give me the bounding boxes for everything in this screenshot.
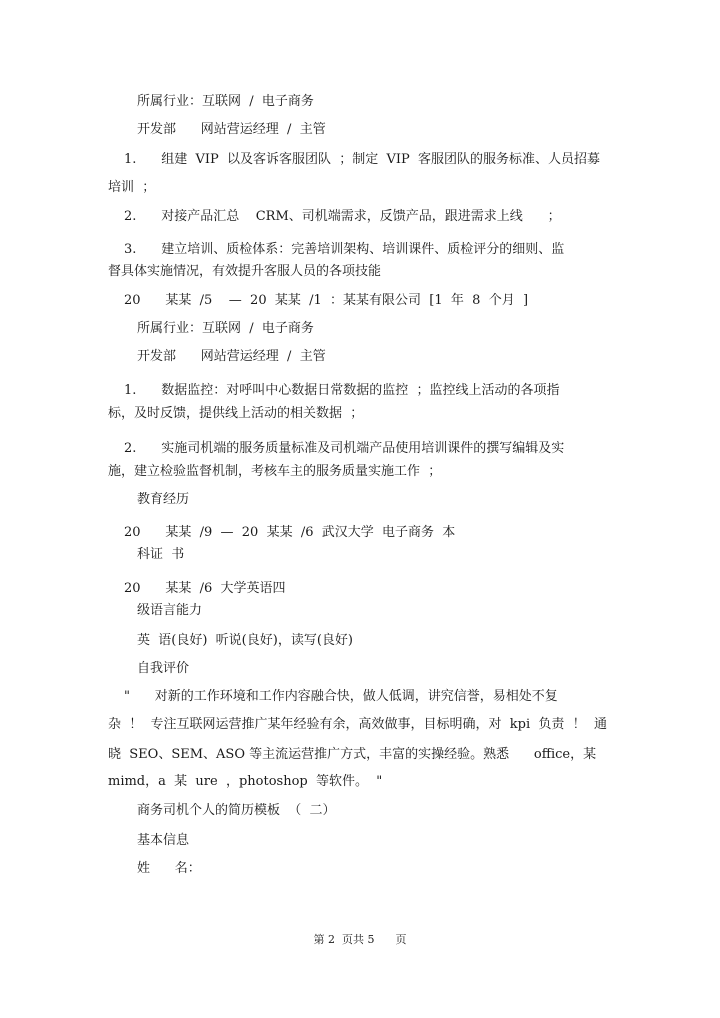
name-field-label: 姓 名： (137, 861, 201, 876)
self-evaluation-text: 杂 ！ 专注互联网运营推广某年经验有余，高效做事，目标明确，对 kpi 负责 ！ 通 (108, 717, 607, 732)
language-line: 英 语(良好) 听说(良好)，读写(良好) (137, 633, 353, 648)
self-evaluation-text: mimd，a 某 ure ，photoshop 等软件。 " (108, 774, 383, 789)
education-line: 20 某某 /9 — 20 某某 /6 武汉大学 电子商务 本 (124, 525, 456, 540)
job-period-line: 20 某某 /5 — 20 某某 /1 ：某某有限公司 [1 年 8 个月 ] (124, 293, 529, 308)
position-line: 开发部 网站营运经理 / 主管 (137, 122, 326, 137)
page-footer: 第 2 页共 5 页 (313, 933, 407, 946)
duty-item-cont: 标，及时反馈，提供线上活动的相关数据 ； (108, 406, 364, 421)
duty-item-cont: 培训 ； (108, 180, 156, 195)
position-line: 开发部 网站营运经理 / 主管 (137, 349, 326, 364)
duty-item: 2. 对接产品汇总 CRM、司机端需求，反馈产品，跟进需求上线 ； (124, 209, 561, 224)
industry-line: 所属行业：互联网 / 电子商务 (137, 321, 314, 336)
section-heading-self-evaluation: 自我评价 (137, 661, 190, 676)
duty-item: 1. 组建 VIP 以及客诉客服团队 ；制定 VIP 客服团队的服务标准、人员招募 (124, 152, 601, 167)
section-heading-language: 级语言能力 (137, 603, 203, 618)
duty-item-cont: 施，建立检验监督机制，考核车主的服务质量实施工作 ； (108, 464, 442, 479)
self-evaluation-text: " 对新的工作环境和工作内容融合快，做人低调，讲究信誉，易相处不复 (124, 689, 558, 704)
self-evaluation-text: 晓 SEO、SEM、ASO 等主流运营推广方式，丰富的实操经验。熟悉 office，某 (108, 747, 597, 762)
certificate-line: 20 某某 /6 大学英语四 (124, 581, 286, 596)
section-heading-basic-info: 基本信息 (137, 833, 190, 848)
section-heading-education: 教育经历 (137, 492, 190, 507)
duty-item: 2. 实施司机端的服务质量标准及司机端产品使用培训课件的撰写编辑及实 (124, 441, 565, 456)
industry-line: 所属行业：互联网 / 电子商务 (137, 94, 314, 109)
template-title: 商务司机个人的简历模板 （ 二） (137, 803, 336, 818)
duty-item-cont: 督具体实施情况，有效提升客服人员的各项技能 (108, 264, 382, 279)
duty-item: 3. 建立培训、质检体系：完善培训架构、培训课件、质检评分的细则、监 (124, 242, 565, 257)
education-line-cont: 科证 书 (137, 547, 185, 562)
duty-item: 1. 数据监控：对呼叫中心数据日常数据的监控 ；监控线上活动的各项指 (124, 383, 560, 398)
